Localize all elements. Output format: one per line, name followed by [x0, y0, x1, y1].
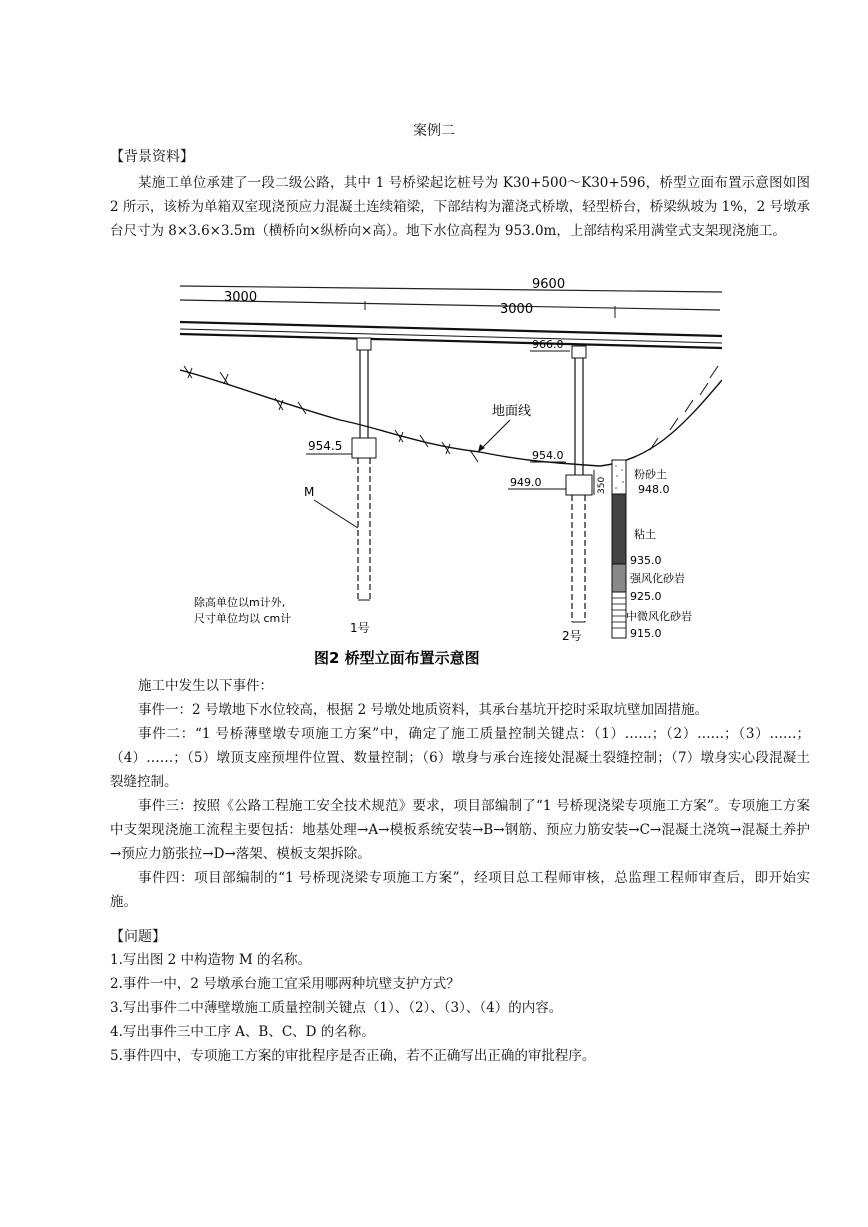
dim-total: 9600: [532, 277, 566, 292]
events-intro: 施工中发生以下事件：: [138, 678, 273, 694]
bridge-elevation-figure: [180, 270, 722, 668]
figure-note-line2: 尺寸单位均以 cm计: [194, 612, 292, 625]
label-M: M: [304, 485, 315, 499]
dim-span-left: 3000: [224, 290, 258, 305]
soil-layer-elev: 948.0: [638, 483, 670, 496]
figure-caption: 图2 桥型立面布置示意图: [314, 649, 480, 667]
event-3: 事件三：按照《公路工程施工安全技术规范》要求，项目部编制了“1 号桥现浇梁专项施工方案”。专项施工方案中支架现浇施工流程主要包括：地基处理→A→模板系统安装→B→钢筋、预应力筋安装→C→混凝土浇筑→混凝土养护→预应力筋张拉→D→落架、模板支架拆除。: [110, 798, 810, 862]
pier1-label: 1号: [350, 621, 370, 635]
ground-line-label: 地面线: [492, 404, 532, 419]
elev-cap2: 954.0: [532, 449, 564, 462]
soil-layer-elev: 915.0: [630, 627, 662, 640]
soil-layer-name: 强风化砂岩: [630, 572, 685, 585]
soil-layer-name: 中微风化砂岩: [626, 610, 692, 623]
dim-span-right: 3000: [500, 302, 534, 317]
elev-pier2-top: 966.0: [532, 338, 564, 351]
soil-layer-elev: 935.0: [630, 554, 662, 567]
elev-cap1: 954.5: [308, 439, 343, 453]
dim-350: 350: [597, 476, 607, 494]
elev-949: 949.0: [510, 476, 542, 489]
soil-layer-name: 粘土: [634, 528, 656, 541]
question-item: 4.写出事件三中工序 A、B、C、D 的名称。: [110, 1024, 375, 1040]
event-4: 事件四：项目部编制的“1 号桥现浇梁专项施工方案”，经项目总工程师审核，总监理工程师审查后，即开始实施。: [110, 870, 810, 910]
background-header: 【背景资料】: [110, 149, 194, 165]
pier2-label: 2号: [562, 629, 582, 643]
bridge-elevation-diagram: [180, 270, 722, 668]
question-item: 1.写出图 2 中构造物 M 的名称。: [110, 952, 311, 968]
figure-note-line1: 除高单位以m计外,: [194, 596, 286, 609]
background-text: 某施工单位承建了一段二级公路，其中 1 号桥梁起讫桩号为 K30+500～K30+596，桥型立面布置示意图如图 2 所示，该桥为单箱双室现浇预应力混凝土连续箱梁，下部结构为灌浇式桥墩，轻型桥台，桥梁纵坡为 1%，2 号墩承台尺寸为 8×3.6×3.5m（横桥向×纵桥向×高）。地下水位高程为 953.0m，上部结构采用满堂式支架现浇施工。: [110, 175, 810, 239]
event-1: 事件一：2 号墩地下水位较高，根据 2 号墩处地质资料，其承台基坑开挖时采取坑壁加固措施。: [138, 702, 709, 718]
case-title: 案例二: [413, 123, 455, 139]
questions-header: 【问题】: [110, 929, 166, 945]
question-item: 3.写出事件二中薄壁墩施工质量控制关键点（1）、（2）、（3）、（4）的内容。: [110, 1000, 563, 1016]
event-2: 事件二：“1 号桥薄壁墩专项施工方案”中，确定了施工质量控制关键点：（1）……；（2）……；（3）……；（4）……；（5）墩顶支座预埋件位置、数量控制；（6）墩身与承台连接处混凝土裂缝控制；（7）墩身实心段混凝土裂缝控制。: [110, 726, 810, 790]
soil-layer-name: 粉砂土: [634, 468, 667, 481]
question-item: 2.事件一中，2 号墩承台施工宜采用哪两种坑壁支护方式？: [110, 976, 460, 992]
question-item: 5.事件四中，专项施工方案的审批程序是否正确，若不正确写出正确的审批程序。: [110, 1048, 596, 1064]
soil-layer-elev: 925.0: [630, 590, 662, 603]
